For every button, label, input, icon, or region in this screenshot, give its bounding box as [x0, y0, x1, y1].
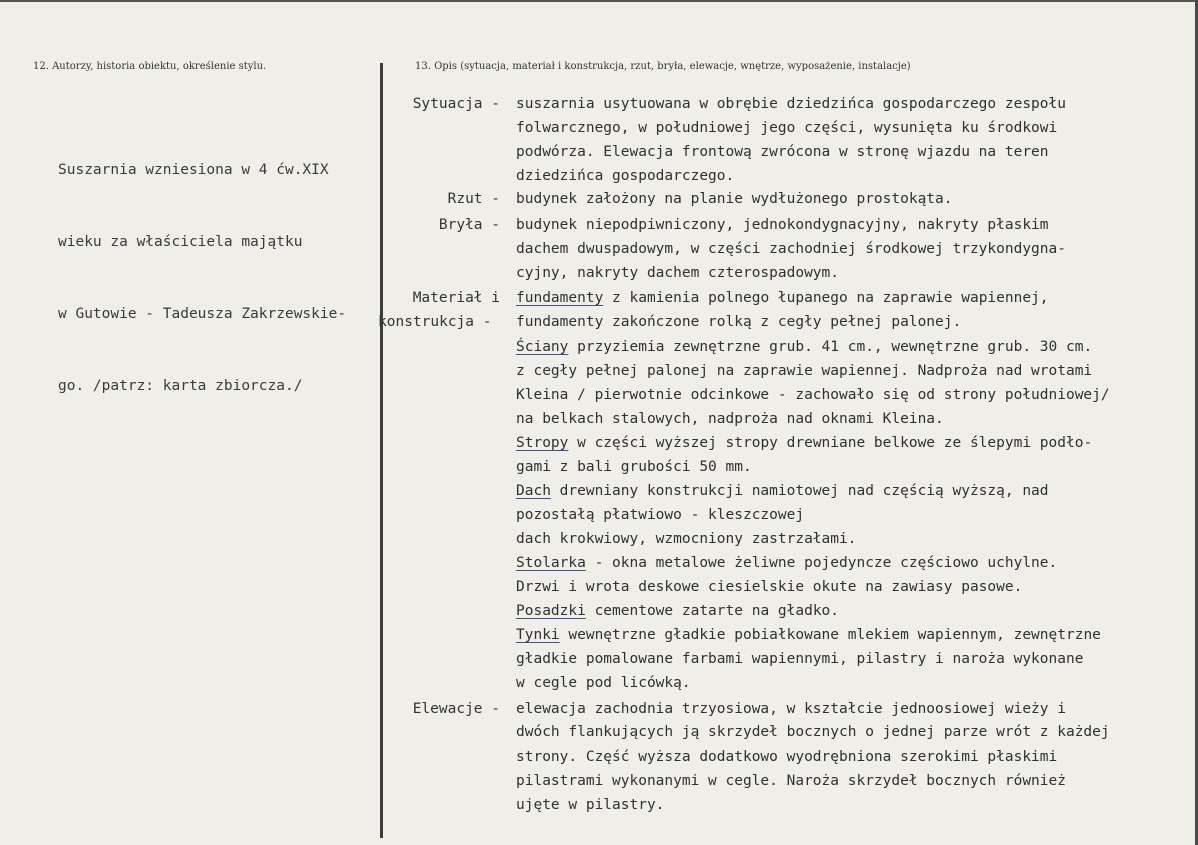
description-line-text: [516, 237, 1066, 261]
line-content: podwórza. Elewacja frontową zwrócona w stronę wjazdu na teren: [516, 144, 1049, 160]
history-line: go. /patrz: karta zbiorcza./: [58, 378, 303, 394]
description-line-text: [516, 769, 1066, 793]
section-13-header: 13. Opis (sytuacja, materiał i konstrukcja, rzut, bryła, elewacje, wnętrze, wyposażenie, instalacje): [415, 61, 911, 72]
description-line-text: [516, 310, 961, 334]
line-content: budynek założony na planie wydłużonego prostokąta.: [516, 191, 953, 207]
underlined-term: Ściany: [516, 339, 569, 355]
description-line-text: [516, 140, 1049, 164]
description-line-text: [516, 286, 1049, 310]
line-content: Drzwi i wrota deskowe ciesielskie okute na zawiasy pasowe.: [516, 579, 1023, 595]
line-content: dziedzińca gospodarczego.: [516, 168, 735, 184]
description-line-text: [516, 551, 1057, 575]
line-content: fundamenty zakończone rolką z cegły pełnej palonej.: [516, 314, 962, 330]
underlined-term: fundamenty: [516, 290, 604, 306]
line-content: suszarnia usytuowana w obrębie dziedzińca gospodarczego zespołu: [516, 96, 1066, 112]
underlined-term: Dach: [516, 483, 551, 499]
description-line-text: [516, 335, 1092, 359]
line-content: dwóch flankujących ją skrzydeł bocznych o jednej parze wrót z każdej: [516, 724, 1110, 740]
line-content: z kamienia polnego łupanego na zaprawie wapiennej,: [603, 290, 1049, 306]
underlined-term: Posadzki: [516, 603, 586, 619]
description-line-text: [516, 213, 1049, 237]
description-line-text: [516, 431, 1092, 455]
description-line-text: [516, 359, 1092, 383]
description-line-text: [516, 745, 1057, 769]
line-content: z cegły pełnej palonej na zaprawie wapiennej. Nadproża nad wrotami: [516, 363, 1093, 379]
line-content: w części wyższej stropy drewniane belkowe ze ślepymi podło-: [568, 435, 1093, 451]
description-line-text: [516, 503, 804, 527]
description-line-text: [516, 407, 944, 431]
history-text: [58, 110, 346, 446]
description-line-label: Elewacje -: [412, 701, 500, 717]
description-line-text: [516, 187, 953, 211]
description-line-text: [516, 116, 1057, 140]
description-line-text: [516, 623, 1101, 647]
line-content: pozostałą płatwiowo - kleszczowej: [516, 507, 805, 523]
line-content: dach krokwiowy, wzmocniony zastrzałami.: [516, 531, 857, 547]
line-content: elewacja zachodnia trzyosiowa, w kształcie jednoosiowej wieży i: [516, 701, 1066, 717]
description-line-text: [516, 671, 691, 695]
history-line: wieku za właściciela majątku: [58, 234, 303, 250]
column-divider: [380, 63, 383, 838]
underlined-term: Tynki: [516, 627, 560, 643]
line-content: gami z bali grubości 50 mm.: [516, 459, 752, 475]
top-border-line: [0, 0, 1198, 2]
line-content: na belkach stalowych, nadproża nad oknami Kleina.: [516, 411, 944, 427]
line-content: gładkie pomalowane farbami wapiennymi, pilastry i naroża wykonane: [516, 651, 1084, 667]
description-line-text: [516, 793, 664, 817]
history-line: w Gutowie - Tadeusza Zakrzewskie-: [58, 306, 347, 322]
line-content: przyziemia zewnętrzne grub. 41 cm., wewnętrzne grub. 30 cm.: [568, 339, 1093, 355]
section-12-header: 12. Autorzy, historia obiektu, określenie stylu.: [33, 61, 267, 72]
description-line-text: [516, 575, 1022, 599]
line-content: cyjny, nakryty dachem czterospadowym.: [516, 265, 840, 281]
line-content: Kleina / pierwotnie odcinkowe - zachowało się od strony południowej/: [516, 387, 1110, 403]
description-line-text: [516, 455, 752, 479]
description-line-text: [516, 261, 839, 285]
description-line-text: [516, 527, 856, 551]
line-content: budynek niepodpiwniczony, jednokondygnacyjny, nakryty płaskim: [516, 217, 1049, 233]
line-content: drewniany konstrukcji namiotowej nad częścią wyższą, nad: [550, 483, 1049, 499]
description-line-label: Rzut -: [447, 191, 500, 207]
description-line-text: [516, 720, 1110, 744]
description-line-label: konstrukcja -: [378, 314, 492, 330]
line-content: folwarcznego, w południowej jego części, wysunięta ku środkowi: [516, 120, 1058, 136]
description-line-text: [516, 599, 839, 623]
underlined-term: Stropy: [516, 435, 569, 451]
description-line-text: [516, 92, 1066, 116]
line-content: ujęte w pilastry.: [516, 797, 665, 813]
history-line: Suszarnia wzniesiona w 4 ćw.XIX: [58, 162, 329, 178]
description-line-text: [516, 164, 734, 188]
line-content: cementowe zatarte na gładko.: [585, 603, 840, 619]
line-content: - okna metalowe żeliwne pojedyncze częściowo uchylne.: [585, 555, 1058, 571]
line-content: strony. Część wyższa dodatkowo wyodrębniona szerokimi płaskimi: [516, 749, 1058, 765]
description-line-text: [516, 479, 1049, 503]
line-content: dachem dwuspadowym, w części zachodniej środkowej trzykondygna-: [516, 241, 1066, 257]
description-line-text: [516, 383, 1110, 407]
line-content: wewnętrzne gładkie pobiałkowane mlekiem wapiennym, zewnętrzne: [559, 627, 1101, 643]
line-content: pilastrami wykonanymi w cegle. Naroża skrzydeł bocznych również: [516, 773, 1066, 789]
description-line-text: [516, 697, 1066, 721]
description-line-label: Sytuacja -: [412, 96, 500, 112]
description-line-label: Bryła -: [438, 217, 500, 233]
description-line-label: Materiał i: [412, 290, 500, 306]
line-content: w cegle pod licówką.: [516, 675, 691, 691]
description-line-text: [516, 647, 1083, 671]
underlined-term: Stolarka: [516, 555, 586, 571]
